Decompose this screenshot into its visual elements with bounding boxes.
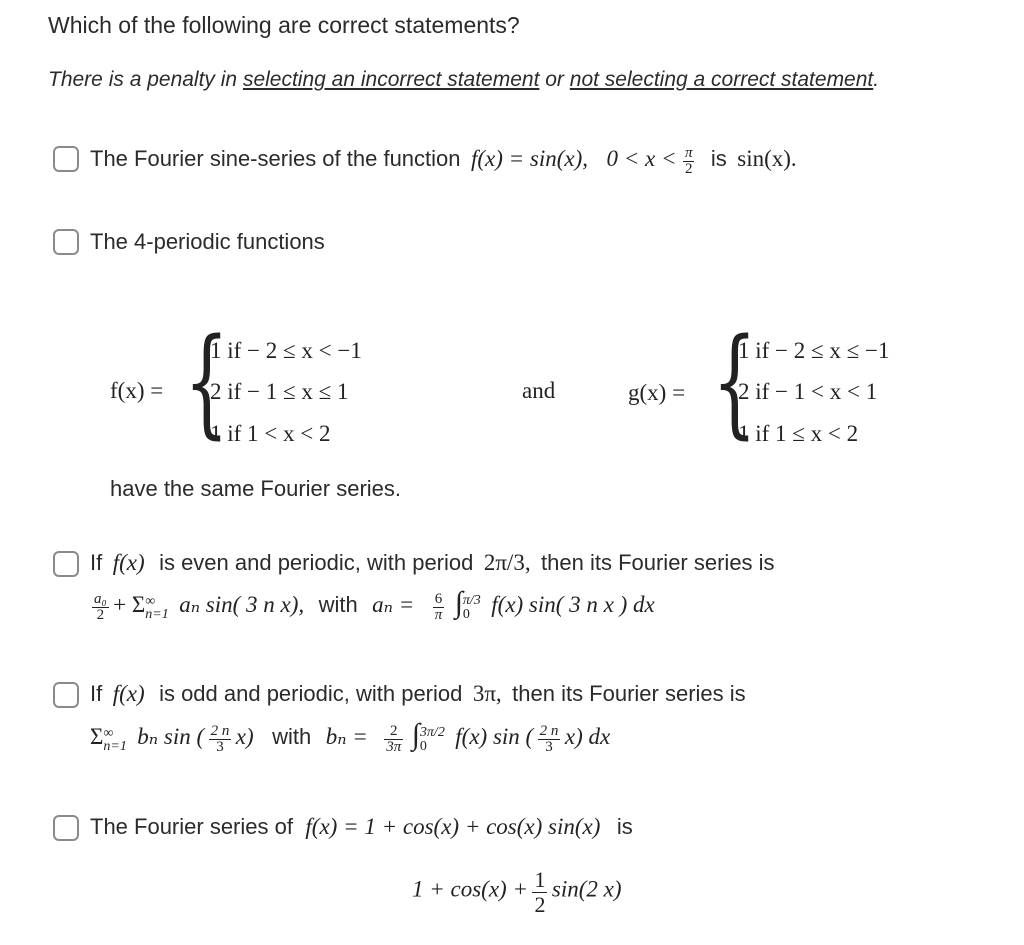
option-3-sum-sub: n=1 (145, 606, 169, 622)
option-5-math-a: f(x) = 1 + cos(x) + cos(x) sin(x) (305, 814, 601, 839)
option-4-bn-eq: bₙ = (325, 724, 368, 749)
option-4-frac-c-den: 3 (545, 739, 553, 756)
option-4-sum-limits (103, 727, 126, 753)
option-3-an-eq: aₙ = (372, 592, 415, 617)
option-3-text-a: If (90, 550, 103, 575)
option-1-math-b: 0 < x < (606, 146, 677, 171)
option-4-int-sub: 0 (419, 738, 427, 754)
option-1-frac-num: π (684, 145, 693, 162)
option-3-frac-a0 (92, 592, 109, 623)
option-2-text-a: The 4-periodic functions (90, 229, 325, 254)
option-4-checkbox[interactable] (53, 682, 79, 708)
option-3-sum-sup: ∞ (145, 593, 156, 609)
option-5-result-b: sin(2 x) (551, 876, 622, 902)
option-3-checkbox[interactable] (53, 551, 79, 577)
option-4-frac-c-num: 2 n (539, 723, 559, 740)
option-4-sum: Σ (90, 724, 104, 749)
option-2-text-b: have the same Fourier series. (110, 476, 402, 501)
option-3-text-c: then its Fourier series is (541, 550, 775, 575)
option-4-with: with (272, 724, 312, 749)
penalty-suffix: . (873, 68, 880, 91)
option-3-frac-6-pi (433, 592, 445, 623)
option-3-math-a: f(x) (112, 550, 145, 575)
option-5-line-1 (90, 814, 633, 840)
option-1-math-c: sin(x). (737, 146, 797, 171)
f-brace: { (184, 312, 230, 450)
option-4-line-2 (90, 718, 610, 755)
option-1-statement (90, 146, 797, 177)
option-3-math-b: 2π/3, (483, 550, 531, 575)
option-4-frac-2n-3-c (538, 724, 561, 755)
option-3-int-sup: π/3 (462, 592, 481, 608)
option-5-result (412, 868, 622, 917)
question-title: Which of the following are correct statements? (48, 12, 520, 38)
option-4-integral: ∫ (411, 718, 420, 751)
g-row-1: 1 if − 2 ≤ x ≤ −1 (738, 338, 890, 363)
option-3-line-2 (92, 586, 655, 623)
option-4-sum-sub: n=1 (103, 738, 127, 754)
option-3-frac-a0-num: a₀ (94, 591, 107, 608)
option-4-int-limits (420, 726, 445, 754)
option-4-series-x: x) (235, 724, 254, 749)
option-3-sum-limits (145, 595, 168, 621)
penalty-link-not-selecting: not selecting a correct statement (569, 68, 874, 91)
option-3-text-b: is even and periodic, with period (159, 550, 474, 575)
option-4-math-b: 3π, (472, 681, 502, 706)
option-1-frac (683, 146, 695, 177)
option-5-frac-num: 1 (534, 867, 546, 892)
option-4-sum-sup: ∞ (103, 725, 114, 741)
option-4-line-1 (90, 681, 746, 707)
option-1-frac-den: 2 (684, 161, 693, 178)
option-1-checkbox[interactable] (53, 146, 79, 172)
option-4-int-sup: 3π/2 (419, 724, 445, 740)
option-5-text-b: is (616, 814, 633, 839)
option-3-frac-6-pi-num: 6 (433, 592, 445, 608)
f-row-2: 2 if − 1 ≤ x ≤ 1 (210, 379, 349, 404)
option-3-integrand: f(x) sin( 3 n x ) dx (491, 592, 655, 617)
option-4-frac-a-den: 3 (216, 739, 224, 756)
option-3-int-sub: 0 (462, 606, 470, 622)
option-4-frac-b-den: 3π (386, 739, 402, 756)
option-3-line-1 (90, 550, 775, 576)
option-5-result-a: 1 + cos(x) + (412, 876, 528, 902)
option-1-text-a: The Fourier sine-series of the function (90, 146, 461, 171)
option-4-frac-a-num: 2 n (210, 723, 230, 740)
f-label: f(x) = (110, 378, 164, 403)
option-4-text-a: If (90, 681, 103, 706)
option-3-series-term: aₙ sin( 3 n x), (179, 592, 305, 617)
g-row-3: 1 if 1 ≤ x < 2 (738, 421, 859, 446)
g-row-2: 2 if − 1 < x < 1 (738, 379, 878, 404)
g-brace: { (712, 312, 758, 450)
option-3-int-limits (463, 594, 481, 622)
penalty-link-incorrect: selecting an incorrect statement (242, 68, 540, 91)
option-4-text-b: is odd and periodic, with period (159, 681, 463, 706)
g-label: g(x) = (628, 380, 686, 405)
option-1-text-b: is (710, 146, 727, 171)
penalty-prefix: There is a penalty in (48, 68, 243, 91)
option-4-integrand: f(x) sin ( (455, 724, 534, 749)
option-4-frac-b-num: 2 (384, 724, 403, 740)
penalty-mid: or (539, 68, 570, 91)
option-5-frac-den: 2 (534, 892, 546, 917)
option-3-frac-a0-den: 2 (96, 607, 105, 624)
option-3-sum: + Σ (113, 592, 146, 617)
option-4-series-term: bₙ sin ( (137, 724, 205, 749)
option-3-frac-6-pi-den: π (434, 607, 443, 624)
option-1-math-a: f(x) = sin(x), (470, 146, 589, 171)
f-row-3: 1 if 1 < x < 2 (210, 421, 331, 446)
and-word: and (522, 378, 556, 403)
penalty-note (48, 68, 879, 92)
option-3-with: with (318, 592, 358, 617)
option-5-text-a: The Fourier series of (90, 814, 293, 839)
option-3-integral: ∫ (454, 586, 463, 619)
option-5-result-frac (532, 868, 547, 917)
option-2-checkbox[interactable] (53, 229, 79, 255)
option-4-frac-2n-3-a (209, 724, 232, 755)
option-4-math-a: f(x) (112, 681, 145, 706)
option-4-frac-2-3pi (384, 724, 403, 755)
f-row-1: 1 if − 2 ≤ x < −1 (210, 338, 362, 363)
option-5-checkbox[interactable] (53, 815, 79, 841)
option-4-text-c: then its Fourier series is (512, 681, 746, 706)
option-4-integrand-end: x) dx (564, 724, 611, 749)
